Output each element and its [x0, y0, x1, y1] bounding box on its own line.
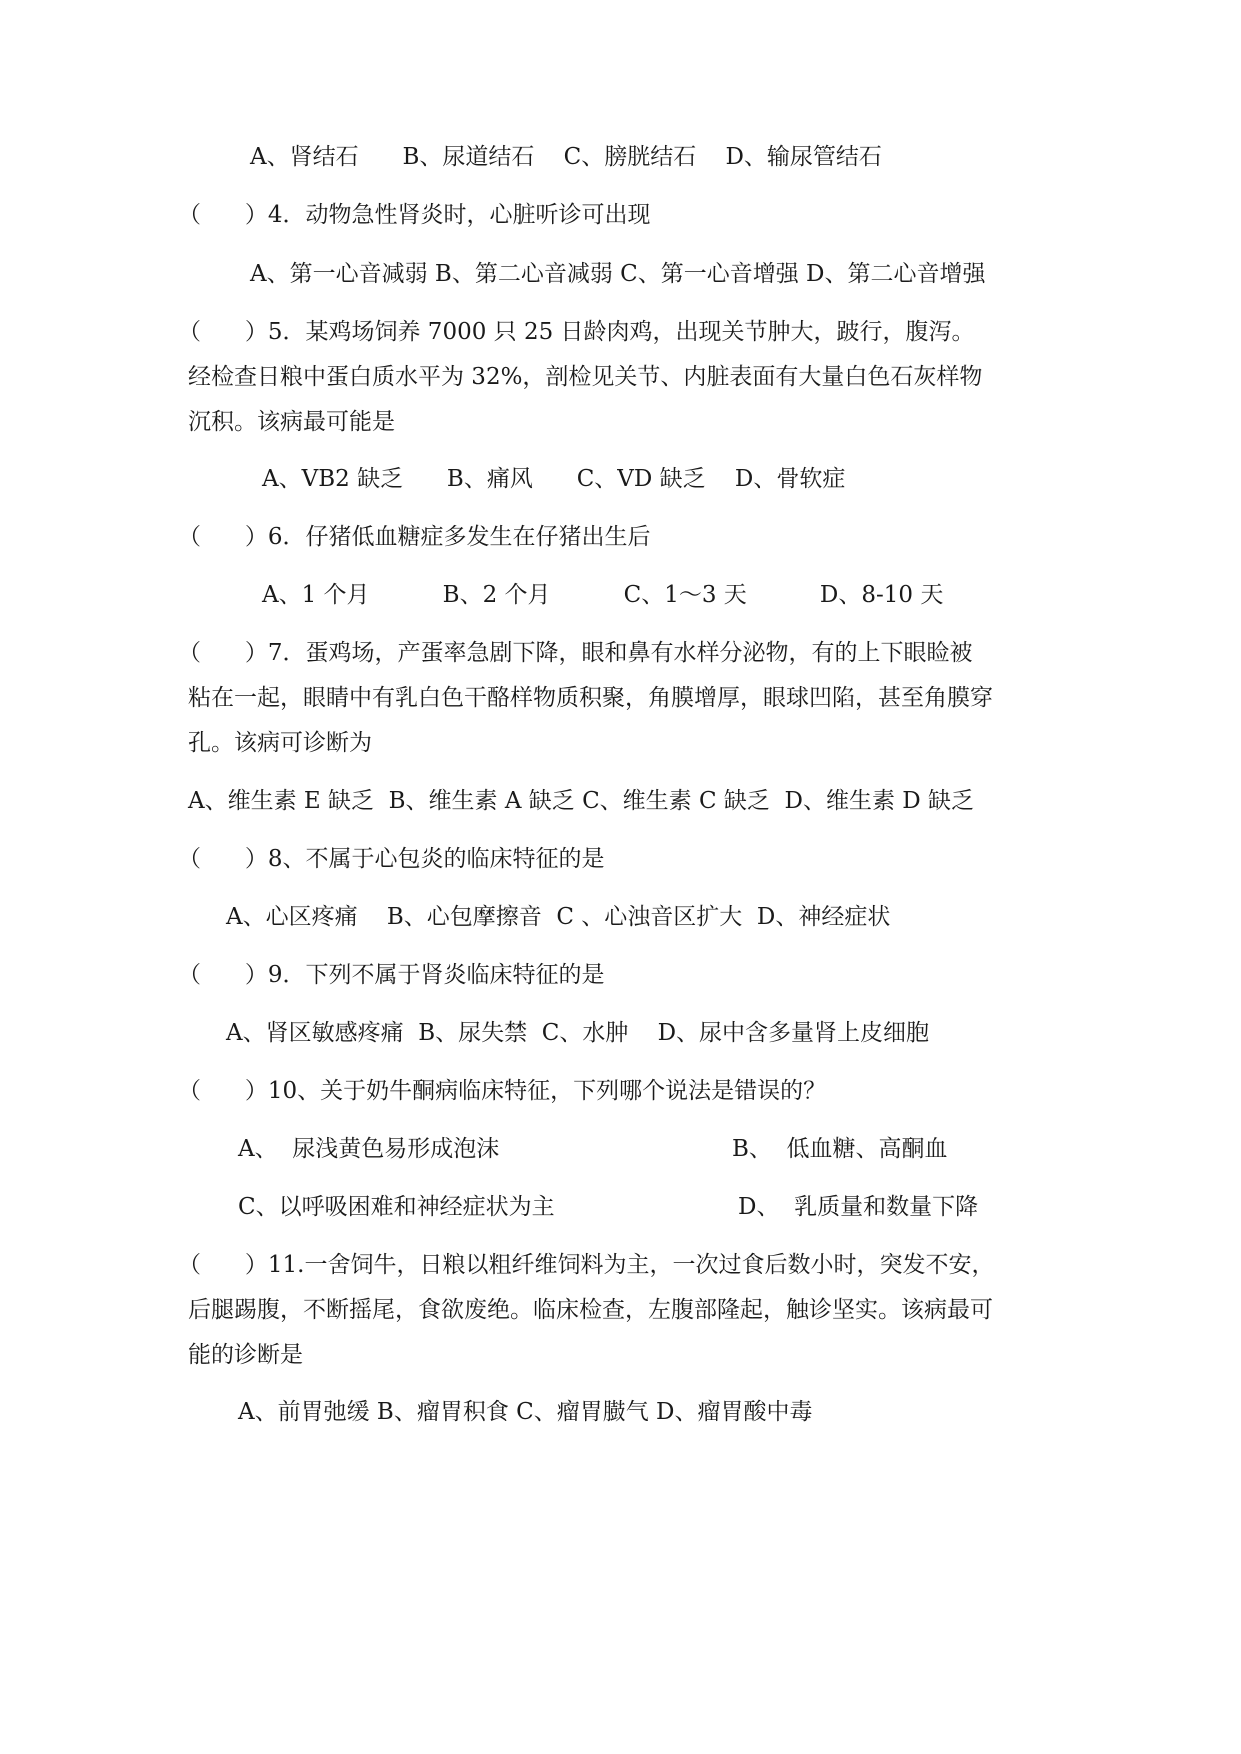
q10-option-a: A、 尿浅黄色易形成泡沫 — [238, 1136, 500, 1162]
q10-option-b: B、 低血糖、高酮血 — [732, 1136, 948, 1162]
q9-options: A、肾区敏感疼痛 B、尿失禁 C、水肿 D、尿中含多量肾上皮细胞 — [226, 1020, 930, 1046]
q4-stem: （ ）4．动物急性肾炎时，心脏听诊可出现 — [178, 202, 651, 228]
q10-option-c: C、以呼吸困难和神经症状为主 — [238, 1194, 555, 1220]
q6-options: A、1 个月 B、2 个月 C、1～3 天 D、8-10 天 — [262, 582, 944, 608]
q7-stem-line3: 孔。该病可诊断为 — [188, 730, 372, 756]
q5-options: A、VB2 缺乏 B、痛风 C、VD 缺乏 D、骨软症 — [262, 466, 846, 492]
q3-options: A、肾结石 B、尿道结石 C、膀胱结石 D、输尿管结石 — [250, 144, 882, 170]
q8-options: A、心区疼痛 B、心包摩擦音 C 、心浊音区扩大 D、神经症状 — [226, 904, 891, 930]
q7-stem-line1: （ ）7．蛋鸡场，产蛋率急剧下降，眼和鼻有水样分泌物，有的上下眼睑被 — [178, 640, 973, 666]
q10-stem: （ ）10、关于奶牛酮病临床特征，下列哪个说法是错误的？ — [178, 1078, 827, 1104]
q8-stem: （ ）8、不属于心包炎的临床特征的是 — [178, 846, 605, 872]
q5-stem-line3: 沉积。该病最可能是 — [188, 409, 395, 435]
q5-stem-line1: （ ）5．某鸡场饲养 7000 只 25 日龄肉鸡，出现关节肿大，跛行，腹泻。 — [178, 319, 975, 345]
q7-stem-line2: 粘在一起，眼睛中有乳白色干酪样物质积聚，角膜增厚，眼球凹陷，甚至角膜穿 — [188, 685, 993, 711]
q10-option-d: D、 乳质量和数量下降 — [738, 1194, 979, 1220]
q6-stem: （ ）6．仔猪低血糖症多发生在仔猪出生后 — [178, 524, 651, 550]
q5-stem-line2: 经检查日粮中蛋白质水平为 32%，剖检见关节、内脏表面有大量白色石灰样物 — [188, 364, 983, 390]
q11-stem-line1: （ ）11.一舍饲牛，日粮以粗纤维饲料为主，一次过食后数小时，突发不安， — [178, 1252, 995, 1278]
q11-stem-line2: 后腿踢腹，不断摇尾，食欲废绝。临床检查，左腹部隆起，触诊坚实。该病最可 — [188, 1297, 993, 1323]
q9-stem: （ ）9．下列不属于肾炎临床特征的是 — [178, 962, 605, 988]
q4-options: A、第一心音减弱 B、第二心音减弱 C、第一心音增强 D、第二心音增强 — [250, 261, 986, 287]
q11-stem-line3: 能的诊断是 — [188, 1342, 303, 1368]
q11-options: A、前胃弛缓 B、瘤胃积食 C、瘤胃臌气 D、瘤胃酸中毒 — [238, 1399, 813, 1425]
q7-options: A、维生素 E 缺乏 B、维生素 A 缺乏 C、维生素 C 缺乏 D、维生素 D 缺乏 — [188, 788, 975, 814]
